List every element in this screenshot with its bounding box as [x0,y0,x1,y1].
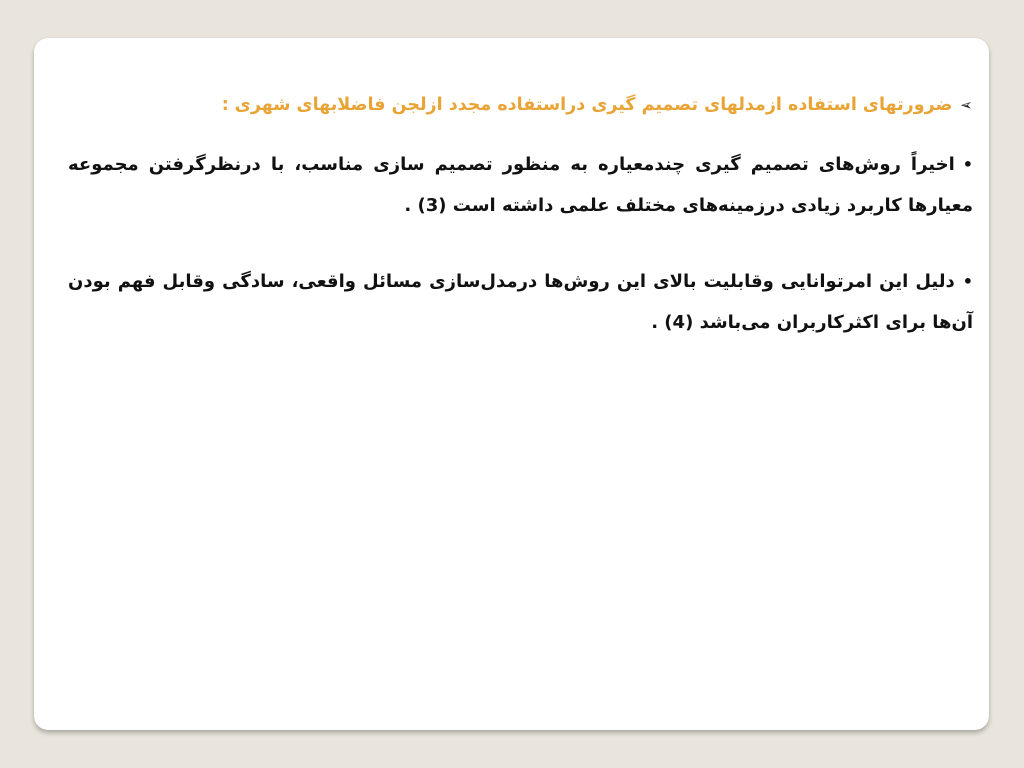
bullet-icon: • [962,155,973,174]
bullet-paragraph-2 [68,261,973,343]
heading-text: ضرورتهای استفاده ازمدلهای تصمیم گیری دراستفاده مجدد ازلجن فاضلابهای شهری : [221,95,953,115]
arrow-bullet-icon: ➢ [960,96,973,114]
paragraph-text: دلیل این امرتوانایی وقابلیت بالای این روش‌ها درمدل‌سازی مسائل واقعی، سادگی وقابل فهم بودن آن‌ها برای اکثرکاربران می‌باشد (4) . [68,271,973,333]
slide-content [68,90,973,343]
bullet-paragraph-1 [68,144,973,226]
slide-heading [68,90,973,120]
paragraph-text: اخیراً روش‌های تصمیم گیری چندمعیاره به منظور تصمیم سازی مناسب، با درنظرگرفتن مجموعه معیارها کاربرد زیادی درزمینه‌های مختلف علمی داشته است (3) . [68,154,973,216]
slide-panel [34,38,989,730]
bullet-icon: • [962,272,973,291]
